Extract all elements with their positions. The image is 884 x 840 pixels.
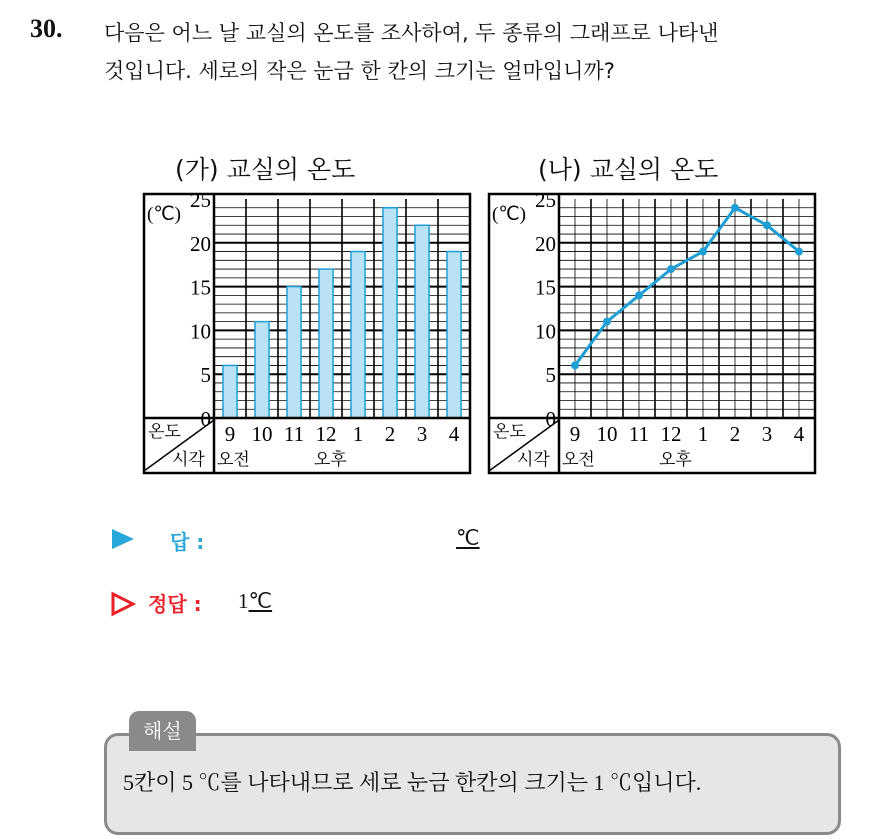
y-tick-label: 10 bbox=[535, 319, 556, 344]
explanation-tab: 해설 bbox=[129, 711, 196, 751]
answer-label: 답 : bbox=[170, 530, 205, 554]
point-1 bbox=[699, 248, 707, 256]
x-tick-label: 12 bbox=[315, 422, 337, 446]
x-tick-label: 2 bbox=[729, 422, 741, 446]
bar-11 bbox=[287, 287, 301, 418]
period-pm-label: 오후 bbox=[314, 450, 347, 469]
x-tick-label: 3 bbox=[416, 422, 428, 446]
x-tick-label: 1 bbox=[697, 422, 709, 446]
correct-answer-number: 1 bbox=[238, 589, 249, 613]
corner-top-label: 온도 bbox=[148, 422, 181, 441]
bar-10 bbox=[255, 322, 269, 418]
y-tick-label: 0 bbox=[200, 407, 211, 431]
y-tick-label: 5 bbox=[545, 363, 556, 388]
corner-bottom-label: 시각 bbox=[172, 450, 205, 469]
bar-4 bbox=[447, 252, 461, 418]
answer-unit: ℃ bbox=[456, 526, 480, 550]
corner-top-label: 온도 bbox=[493, 422, 526, 441]
bar-2 bbox=[383, 208, 397, 418]
point-9 bbox=[571, 361, 579, 369]
question-number: 30. bbox=[30, 14, 63, 43]
unit-label: (℃) bbox=[147, 204, 181, 225]
bar-12 bbox=[319, 269, 333, 418]
bar-3 bbox=[415, 225, 429, 418]
period-pm-label: 오후 bbox=[659, 450, 692, 469]
point-12 bbox=[667, 265, 675, 273]
y-tick-label: 10 bbox=[190, 319, 211, 344]
bar-9 bbox=[223, 365, 237, 418]
y-tick-label: 5 bbox=[200, 363, 211, 388]
x-tick-label: 9 bbox=[224, 422, 236, 446]
point-4 bbox=[795, 248, 803, 256]
x-tick-label: 11 bbox=[283, 422, 305, 446]
x-tick-label: 4 bbox=[448, 422, 460, 446]
chart-b-title: (나) 교실의 온도 bbox=[538, 155, 719, 184]
x-tick-label: 9 bbox=[569, 422, 581, 446]
bar-chart bbox=[142, 192, 478, 477]
correct-answer-unit: ℃ bbox=[248, 589, 273, 613]
question-text bbox=[104, 14, 874, 90]
x-tick-label: 1 bbox=[352, 422, 364, 446]
y-tick-label: 25 bbox=[190, 192, 211, 212]
x-tick-label: 3 bbox=[761, 422, 773, 446]
x-tick-label: 12 bbox=[660, 422, 682, 446]
x-tick-label: 11 bbox=[628, 422, 650, 446]
correct-answer-value bbox=[238, 589, 272, 614]
y-tick-label: 20 bbox=[535, 231, 556, 256]
period-am-label: 오전 bbox=[217, 450, 250, 469]
y-tick-label: 0 bbox=[545, 407, 556, 431]
point-3 bbox=[763, 221, 771, 229]
explanation-box bbox=[104, 733, 841, 835]
outline-triangle-icon bbox=[110, 591, 136, 617]
x-tick-label: 10 bbox=[596, 422, 618, 446]
x-tick-label: 10 bbox=[251, 422, 273, 446]
y-tick-label: 25 bbox=[535, 192, 556, 212]
question-line-1: 다음은 어느 날 교실의 온도를 조사하여, 두 종류의 그래프로 나타낸 bbox=[104, 21, 719, 45]
point-10 bbox=[603, 318, 611, 326]
unit-label: (℃) bbox=[492, 204, 526, 225]
question-line-2: 것입니다. 세로의 작은 눈금 한 칸의 크기는 얼마입니까? bbox=[104, 59, 615, 83]
y-tick-label: 15 bbox=[190, 275, 211, 300]
x-tick-label: 4 bbox=[793, 422, 805, 446]
chart-a-title: (가) 교실의 온도 bbox=[175, 155, 356, 184]
line-chart bbox=[487, 192, 823, 477]
play-triangle-icon bbox=[110, 527, 136, 551]
explanation-text: 5칸이 5 ℃를 나타내므로 세로 눈금 한칸의 크기는 1 ℃입니다. bbox=[123, 770, 702, 795]
bar-1 bbox=[351, 252, 365, 418]
point-11 bbox=[635, 291, 643, 299]
y-tick-label: 15 bbox=[535, 275, 556, 300]
period-am-label: 오전 bbox=[562, 450, 595, 469]
point-2 bbox=[731, 204, 739, 212]
y-tick-label: 20 bbox=[190, 231, 211, 256]
correct-answer-label: 정답 : bbox=[148, 592, 202, 616]
x-tick-label: 2 bbox=[384, 422, 396, 446]
corner-bottom-label: 시각 bbox=[517, 450, 550, 469]
